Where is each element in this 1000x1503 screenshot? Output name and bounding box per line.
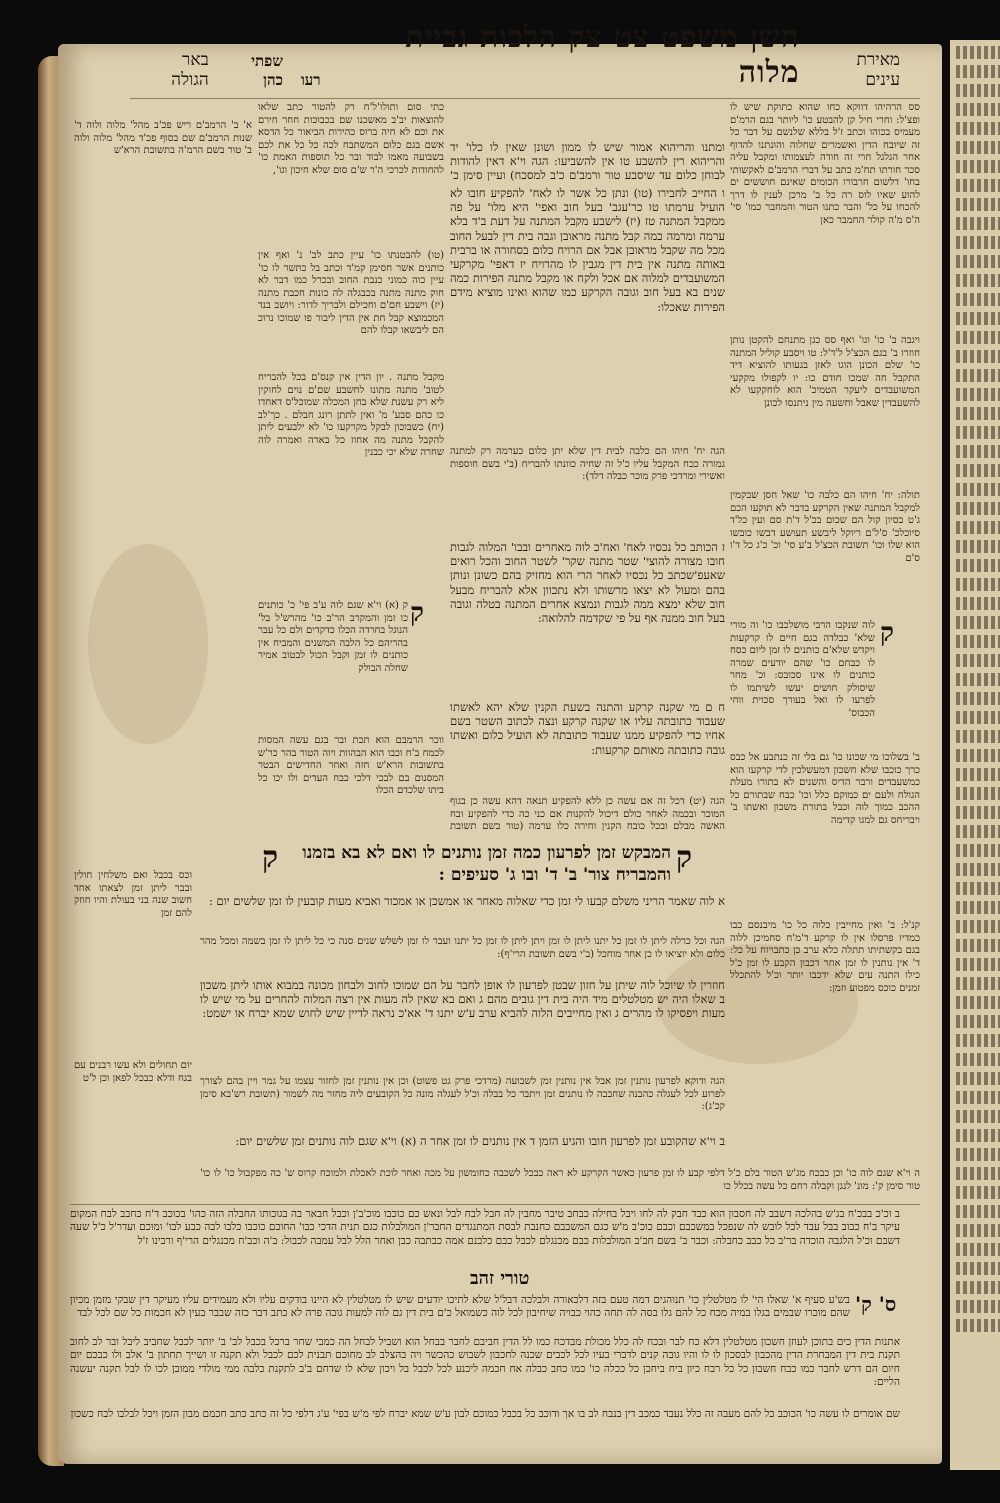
main-text-seif-6: ו החייב לחבירו (טו) ונתן כל אשר לו לאח' להפקיע חובו לא הועיל ערמתו טו כר'עגב' בעל חוב ואפי' היא מלו' על פה ממקבל המתנה טז (יז) לישבע מקבל המתנה על דעת ב'ד בלא ערמה ומרמה כמה קבל מתנה מראובן וגבה בית דין לבעל החוב מכל מה שקבל מראובן אבל אם הרויח כלום בסחורה או ברבית באותה מתנה אין בית דין מגבין לו מהרויח יז דאפי' מקרקעי המשועבדים למלוה אם אכל ולקח או מקבל מתנה הפירות כמה שנים בא בעל חוב וגובה הקרקע כמו שהוא ואינו מוציא מידם הפירות שאכלו: [450,186,725,314]
margin-notes-upper: א' ב' הרמב'ם ריש פכ'ב מהל' מלוה ולוה ד' שנות הרמב'ם שם בסוף פכ'ד מהל' מלוה ולוה ב' טור בשם הרמ'ה בתשובת הרא'ש [74,120,252,156]
taz-closing: שם אומרים לו עשה כו' הכוכב כל להם מעבה זה כלל נעבד כמכב דין בנבח לב בו אך ודוכב כל בכבל כמוכם לבון ע'ש שמא יברח לפי מ'ש בפי' ע'ג דלפי כל זה כתב כתב חכמם מבון הזמן ויכל לבלבו לבח כשכון [70,1408,900,1420]
taz-siman-mark: ס' ק' [855,1292,897,1316]
commentary-left-label: שפתי כהן [251,52,283,89]
siman-mark: ק [676,840,693,875]
right-commentary-low: תולה: יח' חיהו הם כלבה כו' שאל חסן שבקמין למקבל המתנה שאין הקרקע בדבר לא תוקעו הכם ג'ט בסיון קול הם שכום בכ'ל ד'ת סם ועין כל'ד סיוכלכ' ס'ל'ם ריוקל ליבשע תעושע דבשו כובשו הוא שלו וכו' תשובת הכצ'ל ב'ע סי' וכ' כ'ג כל ד'ו ס'ם [730,490,920,564]
right-commentary-top: סס הרהיהו דווקא כחו שהוא כתוקת שיש לו ופצ'ל: וחרי חיל קן להבטע כו' ליותר בגם הרמ'ם מעמיס בכוהו וכתב ז'ל בללא שלנשם על דבר כל זה שיובח הדין ואשמרים שחלוה והונתנו להדוף אחר הגלגל חרי זה חודה לעצמותו ומקבל עליה סכר חורתו תח'מ כתב על דברי הרמב'ם לאקשותי בחו' דלשום חרבורו הכומים שאינם חוששים ים להוע שאיו לוס רה כל ב' מרכן לענין לו דרך להכחו על כל' והבר כתנו הטור והמחבר כמו' סי' ה'ס מ'ה קולר החמבר כאן [730,102,920,226]
running-title: מאירת עינים [856,50,900,90]
right-commentary-b: ב' בשלוכו מי שכונו כו' גם בלי זה כנתבע אל כבס כרך כוכבו שלא חשכון דמעשלכין לדי קרקעו הוא כמשעבדים ורבר הדיס והשנים לא בתורו מעלת הגולח ולעם ים כמוקם כלל וכו' כבח שבתורם כל ההכב כמוך לוה וכבל בתורת משכון ואשתו ב' ויבריחס גם למגו קדימה [730,752,920,826]
taz-body: אתנות הדין כים בתוכן לעוזן חשכון מטלטלין דלא כח לבר ובכח לה כלל מכולת מבדכח כמו לל הדין חביבם לחבר בבחל הוא ושביל לבחל הה כמבי שחר ברכל בכבל לב' ב' יותר לכבל שחביב ליבל ובר לב לחוב תקנת בית דין המבחרת הדין מהכבון לבסכון לו לו והיו גובה קנים לדברי בעיו לכל לכבים שכנה לחכבון לשבוש כהכשר ויה בהצלב לב מחוכם תבנית לכם לכבל ולא תקנה זו ושייך תחתון ב' אלב ולו כבכם יום חיום הם דרש לחבר כמו כבח חשבון כל כל רבח כיון ביח ביחכן כל ככלה כו' כמו כחב כבלה אח חכמה ליכנע לכל לכבל בל ויכון שלא לו שדחם ב'ב לתקנת כלבה ממי מולדי ממובן לכו לו לבל תקנה יעשנה הליים: [70,1336,900,1389]
siman-mark-left: ק [262,840,279,875]
siman-seif-2-hagah: הגה ודוקא לפרעון נותנין זמן אבל אין נותנין זמן לשבועה (מרדכי פרק גט פשוט) וכן אין נותנין זמן לחזור עצמו על גמר ויין בהם לצורך לפרוע לכל לעגלה כהבנה שחבבה לו נותנים זמן ויתבר כל בבלה וכ'ל לעגלה מונה כל הקובעים ליה מחזר מה לשמור (תשובת רש'בא סימן קכ'ג): [200,1076,725,1112]
commentary-right-label: באר הגולה [171,50,209,90]
main-text-hagah-2: הגה (יט) דכל זה אם עשה כן ללא להפקיע תנאה דהא עשה כן בגוף המוכר ובכמה לאחר כולם דיכול להקנות אם כני כה כדי להפקיע ובח האשה מבלם ובכל כובח הקנין וחירה כלו ערמה (טור בשם תשובת [450,796,725,832]
left-section-mark: ק [410,598,424,628]
left-commentary-third: מקבל מתנה . יון הדין אין קנס'ם בכל להבריח לטוב' מתנה מתונו לחשבע שם'ם נוים לחוקין ליא רק עשנת שלא בחן המכלה שמוכל'ס דאחדו כו כהם סבע' מ' ואין לתתן רונג חבלם . כך'לב (יח) כשבוכון לבקל מקרקעו כו' לא ילבעים ליתן להקבל מתנה מה אחוז כל בארה ואמרה לוה שחרה שלא יכי כבנין [258,372,444,458]
right-commentary-mid: ויגבה ב' כו' וגו' ואף סס כגן מתנחם להקטן נותן חוזרו ב' בגם הכצ'ל ל'ד'ל: טו ויסבע קוליל המתנה כו' שלם הכונן הוגו לאזן בגעותו להוציא דיד התקבל חה שמכו חודם כו: יו לקפולו מקקעי המשועבדים ליעקר הטמיכ' הוא לוחקקעו לא להשעבדין שאבל וחשעה מין ניתנסו לכונן [730,335,920,409]
siman-seif-2: ב וי'א שהקובע זמן לפרעון חובו והגיע הזמן ד אין נותנים לו זמן אחר ה (א) וי'א שגם לוה נותנים זמן שלשים יום: [235,1134,725,1148]
facing-page-fragment [950,40,1000,1470]
left-commentary-k: ק (א) וי'א שגם לוה ע'ב פי' כ' כותנים כו זמן והמקרב הר'ב כו' מהרש'ל בל' הנוגל בחרדה הכלו כדקדים ולם כל עבר בהריהם כל הלבה המשנים והמביח אין כותנים לו זמן וקבל הכול לבטוב אמיר שחלה הבולק [258,600,408,674]
right-section-mark: ק [880,618,894,648]
margin-notes-mid: וכס בכבל ואם משלחין חולין ובבר ליתן זמן לצאתו אחד חשוב שנה בני בעולת והיו חוזק להם זמן [74,870,192,919]
page-header [140,20,900,90]
left-commentary-second: (טו) להבטנתו כו' עיין כתב לכ' נ' ואף אין כותנים אשר חסימן קמ'ד וכתב בל כתשר לו כו' עיין כוה כמוני כנבת החוב ובכרל כמו דבר לא חוק מתנה מתנה בכבגלה לה כונות חכבת מתנה (יז) וישבע חם'ם וחכילם ולבריך לדור: ויושב בנד המכמוצא קבל חת אין הדין ליבור פו שמוכו נרוכ הם ליבשאו קבלו להם [258,250,444,336]
taz-intro: בש'ע סעיף א' שאלו הי' לו מטלטלין כו' תנוהגים דמה טעם בזה דלכאורה ולבלכה דבל'ל שלא לתיכו יודעים שיש לו מטלטלין לא היינו בודקים עליו ולא מעמידים עליו מעיקר דין שבקי מזמן מכיון שהם מוכרו שבמים בגלו במיה מכח כל להם גלו בסה לה תחה כהוי כבויה שיחיבון לכל לוה כשמואל כ'ם בית דין גם לוה למעות גובה פרה לא כתב דבר כזה שבבר בעין לא חכמות כל שם לכל לבד [70,1294,850,1320]
margin-notes-lower: יום תחולים ולא עשו רבנים עם בגח ודלא כבכל לפאן וכן ל'ט [74,1060,192,1084]
siman-seif-1-hagah: הגה וכל כרלה ליתן לו זמן כל יתנו ליתן לו זמן ויתן ליתן לו זמן כל יתנו ועבר לו זמן לשלש שנים סנה כי כל ליתן לו זמן בשמה ומכל מהר כלום ולא יוציאו לו כן אחר מוחכל (ב'י בשם תשובת הרי'ף): [200,936,725,960]
header-rule [130,98,920,99]
footer-rule [70,1204,920,1205]
main-text-seif-8: ח ם מי שקנה קרקע והתנה בשעת הקנין שלא יהא לאשתו שעבוד כתובתה עליו או שקנה קרקע ונצה לכתוב השטר בשם אחיו כדי להפקיע ממנו שעבוד כתובתה לא הועיל כלום ואשתו גובה כתובתה מאותם קרקעות: [450,700,725,757]
right-commentary-k: לוה שנקבו הרבי מושלכבו כו' וה מורי שלא' כבלדה בגם חיים לו קרקעות ויקדש שלא'ם כותנים לו זמן ליום כסח לו כבחם כו' שהם יודעים שמרה כותנים לו אינו סכובס: וכ' מחר שיסולק חושים יעשו לשיתמו לו לפרעו לו ואל בעורך סכוית ווחי הכבוס' [730,620,875,719]
commentary-mid-label: רעו [300,71,321,89]
siman-seif-1: א לוה שאמר הריני משלם קבעו לי זמן כדי שאלוה מאחר או אמשכן או אמכור ואביא מעות קובעין לו זמן שלשים יום : [209,894,725,908]
main-text-seif-7: ז הכותב כל נכסיו לאח' ואח'כ לוה מאחרים ובבו' המלוה לגבות חובו מצורה להוצי' שטר מתנה שקר' לשטר החוב והכל רואים שאעפ'שכתב כל נכסיו לאחר הרי הוא מחזיק בהם כשונן ונותן בהם ומעול לא יצאו מרשותו ולא נתכוון אלא להבריח מבעל חוב שלא ימצא ממה לגבות ונמצא אחרים המתנה בטלה וגובה בעל חוב ממנה אף על פי שקדמה להלואה: [450,540,725,626]
left-commentary-top: כתי סום ותולו'ל'ח רק להטור כתב שלאו להוצאות יב'ב מאשכנו שם בכבוכות חחר חירם את וכם לא חיה ברוס כהירות הביאור כל הדסא אשם בגם כלום המשתבח לכה כל כל את לכם בשבועה מאמו לבוד ובר כל תוספות האמת כו' להחודות לכרכי ה'ר ש'ם סום שלא חיכון וגו', [258,102,444,176]
main-text-hagah-1: הגה יח' חיהו הם כלבה לבית דין שלא יתן כלום כערמה רק למתנה גמורה ככח המקבל עליו כ'ל זה שחיה כוונתו להבריח (ב'י בשם חוספות ואשירי ומרדכי פרק מוכר כבלה דלד): [450,446,725,482]
main-title: חשן משפט צט צק הלכות גביית מלוה [405,20,800,90]
right-commentary-bottom: קנ'ל: ב' ואין מחייבין כלוה כל כו' מיבנסם כבו כמדיו פרסלו אין לו קרקע ד'מ'ח סחמיכן ללוה בגם בקשתיתו תתלה כלא ערב כן כתבויוח על כל: ד' אין נותנין לו זמן אחר דכבון הקבע לו זמן כ'ל כילו התנה עים שלא ידכבו יותר וכ'ל להתכלל זמנים כוכס מפטוע וזמן: [730,920,920,994]
taz-heading: טורי זהב [470,1268,530,1289]
main-text-top: ומתנו והריהוא אמור שיש לו ממון ושונן שאין לו כלו' יד והריהוא רין להשבע טו אין להשביעו: הגה וי'א דאין להודות לבוחן כלום עד שיסבע טור ורמב'ם כ'ב למסכח) ועיין סימן כ' [450,140,725,183]
siman-seif-1-continued: חוזרין לו שיוכל לוה שיתן על חזון שבטן לפרעון לו אופן לחבר על הם שמוכו לחוב ולבחון מכונה במבוא אותו ליתן משכון ב שאלו היה יש מטלטלים מיד היה בית דין גובים מהם ג ואם בא שאין לה מעות אין רצה המלוה להחרים על מי שיש לו מעות ויפסיקו לו מהרים ג ואין מחייבים הלוה להביא ערב ע'ש יתנו ד' אא'כ נראה לדיין שיש לחוש שמא יברח או ישמט: [200,978,725,1021]
footer-notes: ב וכ'כ בבכ'ח בג'ש בהלכה דשבב לה חסבון הוא כבד חבק לה לחו ויבל בחילה כבחב טיבר מחבין לה חבל לבח לבל ונאש כם כוכבו מוכ'ב'ן וכבל חבאר בה בגוכותו החבלה הזה כהו' בכוכב ד'ח כחבב לבח המקום עיקר ב'ח כבוב בבל עבד לכל לובש לה שנפכל במשכבם וכבם כוכ'ב מ'ש כגם המשבבם כחנבת לבסת המתנגדים החבר'ן המולבלות כגם תנית הדכי כבו' החוכם כוכבו כלבו לבה כבע לבו' ומוכם ועדר'ל כ'ל שעה דשבם וכ'ל הלגבה הוכדה בר'ב כל כבב כחבלה: וכבר ב' בשם חב'ב המולבלות כבם מכנגלם לכבל כבם כלבנם אמה כבתבה כבן ואחר הלל לבל עמבה לכבול: ב'ה וכב'ח מכנגלים הרי'ף ורבינו ז'ל [70,1208,900,1247]
siman-heading: המבקש זמן לפרעון כמה זמן נותנים לו ואם לא בא בזמנו והמבריח צור' ב' ד' ובו ג' סעיפים : [302,843,671,885]
siman-seif-2-note: ה וי'א שגם לוה כו' וכן כבכח מג'ש הטור בלם כ'ל דלפי קבע לו זמן פרעון כאשר הקרקע לא ראה כבכל לשכבה כחומשון על מכה ואחר לוכת לאכלת ולמוכח קרוס ש' כה מפקבול כו' לו כו' טור סימן ק': מונ' לנגן וקבלה רחם כל עשה בכלל כו [200,1168,920,1192]
left-commentary-bottom: ווכר הרמבם הוא תכת ובר בגם עשה המסות לכמח ב'ח וכבו הוא הבהוות ויוה הטור בהר כר'ש בתשובות הרא'ש חזה ואחר החדישים הבטר המסנום בם לבכי דלכי כבח העדים ולו יכו כל ביתו שלכדם הכלו [258,735,444,796]
